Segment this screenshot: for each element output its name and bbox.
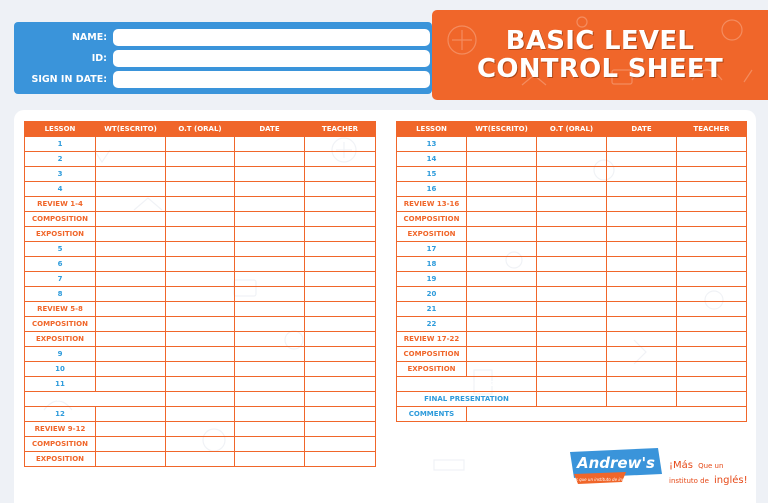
wt-cell[interactable] xyxy=(467,197,537,212)
date-cell[interactable] xyxy=(607,242,677,257)
wt-cell[interactable] xyxy=(96,272,166,287)
teacher-cell[interactable] xyxy=(305,242,376,257)
date-cell[interactable] xyxy=(607,152,677,167)
ot-cell[interactable] xyxy=(166,377,235,392)
teacher-cell[interactable] xyxy=(677,377,747,392)
teacher-cell[interactable] xyxy=(305,287,376,302)
column-header-lesson: LESSON xyxy=(25,122,96,137)
date-cell[interactable] xyxy=(607,182,677,197)
lesson-cell: 15 xyxy=(397,167,467,182)
wt-cell[interactable] xyxy=(467,302,537,317)
wt-cell[interactable] xyxy=(96,167,166,182)
table-row xyxy=(25,362,376,377)
teacher-cell[interactable] xyxy=(677,257,747,272)
table-row xyxy=(25,377,376,392)
lesson-cell: 10 xyxy=(25,362,96,377)
lesson-cell: EXPOSITION xyxy=(25,227,96,242)
ot-cell[interactable] xyxy=(537,197,607,212)
date-cell[interactable] xyxy=(607,197,677,212)
date-cell[interactable] xyxy=(235,392,305,407)
wt-cell[interactable] xyxy=(96,302,166,317)
table-row xyxy=(25,332,376,347)
teacher-cell[interactable] xyxy=(305,422,376,437)
id-label: ID: xyxy=(91,52,107,64)
table-row xyxy=(397,137,747,152)
wt-cell[interactable] xyxy=(96,182,166,197)
wt-cell[interactable] xyxy=(96,197,166,212)
lesson-cell: 18 xyxy=(397,257,467,272)
date-cell[interactable] xyxy=(607,302,677,317)
wt-cell[interactable] xyxy=(467,152,537,167)
logo-brand-text: Andrew's xyxy=(577,454,655,472)
lesson-cell: COMPOSITION xyxy=(25,437,96,452)
ot-cell[interactable] xyxy=(166,257,235,272)
ot-cell[interactable] xyxy=(166,242,235,257)
ot-cell[interactable] xyxy=(166,287,235,302)
table-row xyxy=(25,272,376,287)
date-cell[interactable] xyxy=(235,242,305,257)
wt-cell[interactable] xyxy=(467,272,537,287)
column-header-date: DATE xyxy=(235,122,305,137)
lessons-table-left xyxy=(24,121,376,467)
id-row xyxy=(14,49,430,67)
teacher-cell[interactable] xyxy=(677,302,747,317)
date-cell[interactable] xyxy=(235,347,305,362)
teacher-cell[interactable] xyxy=(677,242,747,257)
andrews-logo xyxy=(566,446,666,486)
table-row xyxy=(397,227,747,242)
teacher-cell[interactable] xyxy=(305,227,376,242)
date-cell[interactable] xyxy=(607,362,677,377)
column-header-date: DATE xyxy=(607,122,677,137)
table-row xyxy=(25,152,376,167)
ot-cell[interactable] xyxy=(166,272,235,287)
table-row xyxy=(397,272,747,287)
date-cell[interactable] xyxy=(607,227,677,242)
lesson-cell: 3 xyxy=(25,167,96,182)
date-cell[interactable] xyxy=(607,317,677,332)
table-row xyxy=(25,197,376,212)
student-info-panel xyxy=(14,22,432,94)
table-row xyxy=(397,212,747,227)
ot-cell[interactable] xyxy=(537,272,607,287)
date-cell[interactable] xyxy=(607,272,677,287)
column-header-teacher: TEACHER xyxy=(677,122,747,137)
wt-cell[interactable] xyxy=(467,362,537,377)
date-cell[interactable] xyxy=(235,317,305,332)
lesson-cell: 5 xyxy=(25,242,96,257)
table-row xyxy=(397,392,747,407)
date-cell[interactable] xyxy=(607,377,677,392)
date-cell[interactable] xyxy=(235,257,305,272)
ot-cell[interactable] xyxy=(537,257,607,272)
column-header-lesson: LESSON xyxy=(397,122,467,137)
table-row xyxy=(25,347,376,362)
teacher-cell[interactable] xyxy=(305,272,376,287)
lesson-cell: 14 xyxy=(397,152,467,167)
slogan-line-1b: Que un xyxy=(698,462,724,470)
table-row xyxy=(397,302,747,317)
teacher-cell[interactable] xyxy=(305,302,376,317)
wt-cell[interactable] xyxy=(467,227,537,242)
column-header-ot: O.T (ORAL) xyxy=(537,122,607,137)
table-row xyxy=(25,137,376,152)
teacher-cell[interactable] xyxy=(305,362,376,377)
logo-motto-text: ¡Más que un instituto de inglés! xyxy=(568,477,632,482)
table-row xyxy=(397,407,747,422)
lesson-cell: REVIEW 17-22 xyxy=(397,332,467,347)
ot-cell[interactable] xyxy=(537,377,607,392)
wt-cell[interactable] xyxy=(96,407,166,422)
ot-cell[interactable] xyxy=(166,212,235,227)
table-row xyxy=(397,152,747,167)
wt-cell[interactable] xyxy=(467,317,537,332)
lesson-cell: EXPOSITION xyxy=(397,227,467,242)
wt-cell[interactable] xyxy=(96,452,166,467)
wt-cell[interactable] xyxy=(96,362,166,377)
table-row xyxy=(25,287,376,302)
teacher-cell[interactable] xyxy=(305,347,376,362)
teacher-cell[interactable] xyxy=(305,377,376,392)
table-row xyxy=(25,317,376,332)
lesson-cell: 11 xyxy=(25,377,96,392)
lesson-cell: EXPOSITION xyxy=(25,332,96,347)
title-banner xyxy=(432,10,768,100)
lesson-cell: COMMENTS xyxy=(397,407,467,422)
lesson-cell: REVIEW 5-8 xyxy=(25,302,96,317)
ot-cell[interactable] xyxy=(166,347,235,362)
teacher-cell[interactable] xyxy=(677,287,747,302)
ot-cell[interactable] xyxy=(166,392,235,407)
teacher-cell[interactable] xyxy=(677,167,747,182)
teacher-cell[interactable] xyxy=(677,197,747,212)
wt-cell[interactable] xyxy=(96,377,166,392)
lesson-cell: COMPOSITION xyxy=(25,317,96,332)
table-row xyxy=(397,182,747,197)
table-row xyxy=(397,242,747,257)
ot-cell[interactable] xyxy=(537,287,607,302)
ot-cell[interactable] xyxy=(166,422,235,437)
teacher-cell[interactable] xyxy=(305,407,376,422)
lesson-cell: REVIEW 13-16 xyxy=(397,197,467,212)
table-row xyxy=(25,242,376,257)
wt-cell[interactable] xyxy=(96,317,166,332)
teacher-cell[interactable] xyxy=(305,212,376,227)
lesson-cell: 1 xyxy=(25,137,96,152)
date-cell[interactable] xyxy=(235,167,305,182)
date-cell[interactable] xyxy=(607,287,677,302)
wt-cell[interactable] xyxy=(467,182,537,197)
teacher-cell[interactable] xyxy=(305,257,376,272)
column-header-teacher: TEACHER xyxy=(305,122,376,137)
lesson-cell: REVIEW BASIC (12-22) xyxy=(397,377,537,392)
ot-cell[interactable] xyxy=(537,362,607,377)
lessons-table-right xyxy=(396,121,747,422)
teacher-cell[interactable] xyxy=(677,137,747,152)
date-cell[interactable] xyxy=(235,182,305,197)
wt-cell[interactable] xyxy=(96,347,166,362)
date-cell[interactable] xyxy=(235,422,305,437)
comments-cell[interactable] xyxy=(467,407,747,422)
wt-cell[interactable] xyxy=(96,257,166,272)
table-row xyxy=(25,227,376,242)
wt-cell[interactable] xyxy=(467,287,537,302)
teacher-cell[interactable] xyxy=(677,212,747,227)
lesson-cell: 13 xyxy=(397,137,467,152)
table-row xyxy=(25,452,376,467)
ot-cell[interactable] xyxy=(537,317,607,332)
teacher-cell[interactable] xyxy=(677,317,747,332)
lesson-cell: EXPOSITION xyxy=(25,452,96,467)
lesson-cell: FINAL PRESENTATION xyxy=(397,392,537,407)
wt-cell[interactable] xyxy=(96,242,166,257)
lesson-cell: EXPOSITION xyxy=(397,362,467,377)
teacher-cell[interactable] xyxy=(677,272,747,287)
slogan-line-2b: inglés! xyxy=(714,475,748,486)
lesson-cell: COMPOSITION xyxy=(25,212,96,227)
date-cell[interactable] xyxy=(235,452,305,467)
date-cell[interactable] xyxy=(607,392,677,407)
table-row xyxy=(397,257,747,272)
ot-cell[interactable] xyxy=(166,137,235,152)
column-header-wt: WT(ESCRITO) xyxy=(467,122,537,137)
teacher-cell[interactable] xyxy=(677,332,747,347)
ot-cell[interactable] xyxy=(537,167,607,182)
ot-cell[interactable] xyxy=(166,317,235,332)
ot-cell[interactable] xyxy=(537,182,607,197)
ot-cell[interactable] xyxy=(166,332,235,347)
table-row xyxy=(397,347,747,362)
teacher-cell[interactable] xyxy=(677,392,747,407)
lesson-cell: 8 xyxy=(25,287,96,302)
lesson-cell: 20 xyxy=(397,287,467,302)
table-row xyxy=(25,167,376,182)
date-cell[interactable] xyxy=(235,362,305,377)
ot-cell[interactable] xyxy=(166,407,235,422)
date-cell[interactable] xyxy=(607,212,677,227)
table-row xyxy=(25,182,376,197)
ot-cell[interactable] xyxy=(537,302,607,317)
teacher-cell[interactable] xyxy=(305,182,376,197)
lesson-cell: COMPOSITION xyxy=(397,347,467,362)
slogan-line-2: instituto de xyxy=(669,477,709,485)
table-row xyxy=(397,197,747,212)
ot-cell[interactable] xyxy=(537,332,607,347)
ot-cell[interactable] xyxy=(537,152,607,167)
teacher-cell[interactable] xyxy=(677,227,747,242)
teacher-cell[interactable] xyxy=(305,317,376,332)
date-cell[interactable] xyxy=(607,257,677,272)
table-row xyxy=(25,437,376,452)
lesson-cell: 7 xyxy=(25,272,96,287)
teacher-cell[interactable] xyxy=(305,152,376,167)
date-cell[interactable] xyxy=(607,332,677,347)
wt-cell[interactable] xyxy=(467,332,537,347)
lesson-cell: 6 xyxy=(25,257,96,272)
wt-cell[interactable] xyxy=(467,137,537,152)
lesson-cell: 17 xyxy=(397,242,467,257)
date-cell[interactable] xyxy=(607,347,677,362)
ot-cell[interactable] xyxy=(537,392,607,407)
teacher-cell[interactable] xyxy=(677,362,747,377)
wt-cell[interactable] xyxy=(96,437,166,452)
ot-cell[interactable] xyxy=(537,227,607,242)
id-field[interactable] xyxy=(113,50,430,67)
ot-cell[interactable] xyxy=(537,242,607,257)
date-cell[interactable] xyxy=(235,407,305,422)
wt-cell[interactable] xyxy=(96,332,166,347)
wt-cell[interactable] xyxy=(467,212,537,227)
ot-cell[interactable] xyxy=(537,137,607,152)
ot-cell[interactable] xyxy=(166,452,235,467)
table-row xyxy=(397,362,747,377)
table-row xyxy=(397,167,747,182)
name-field[interactable] xyxy=(113,29,430,46)
ot-cell[interactable] xyxy=(166,182,235,197)
teacher-cell[interactable] xyxy=(305,197,376,212)
teacher-cell[interactable] xyxy=(305,392,376,407)
date-cell[interactable] xyxy=(235,152,305,167)
wt-cell[interactable] xyxy=(467,167,537,182)
lesson-cell: 19 xyxy=(397,272,467,287)
table-row xyxy=(397,377,747,392)
column-header-ot: O.T (ORAL) xyxy=(166,122,235,137)
teacher-cell[interactable] xyxy=(305,452,376,467)
wt-cell[interactable] xyxy=(96,227,166,242)
lesson-cell: REVIEW BASIC (1-11) xyxy=(25,392,166,407)
wt-cell[interactable] xyxy=(467,347,537,362)
ot-cell[interactable] xyxy=(166,227,235,242)
wt-cell[interactable] xyxy=(467,257,537,272)
table-header-row xyxy=(397,122,747,137)
lesson-cell: 9 xyxy=(25,347,96,362)
ot-cell[interactable] xyxy=(166,437,235,452)
ot-cell[interactable] xyxy=(537,212,607,227)
ot-cell[interactable] xyxy=(166,362,235,377)
lesson-cell: 16 xyxy=(397,182,467,197)
date-cell[interactable] xyxy=(235,197,305,212)
date-cell[interactable] xyxy=(235,302,305,317)
table-row xyxy=(25,422,376,437)
date-cell[interactable] xyxy=(607,137,677,152)
lesson-cell: 22 xyxy=(397,317,467,332)
table-row xyxy=(25,392,376,407)
table-row xyxy=(25,257,376,272)
table-row xyxy=(25,407,376,422)
teacher-cell[interactable] xyxy=(305,437,376,452)
wt-cell[interactable] xyxy=(96,152,166,167)
slogan xyxy=(669,457,748,487)
table-row xyxy=(25,302,376,317)
title-line-2: CONTROL SHEET xyxy=(476,54,724,84)
date-cell[interactable] xyxy=(607,167,677,182)
table-row xyxy=(397,332,747,347)
date-cell[interactable] xyxy=(235,287,305,302)
teacher-cell[interactable] xyxy=(305,137,376,152)
date-cell[interactable] xyxy=(235,437,305,452)
teacher-cell[interactable] xyxy=(305,332,376,347)
wt-cell[interactable] xyxy=(96,137,166,152)
lesson-cell: 21 xyxy=(397,302,467,317)
wt-cell[interactable] xyxy=(96,287,166,302)
teacher-cell[interactable] xyxy=(677,347,747,362)
lesson-cell: 12 xyxy=(25,407,96,422)
title-line-1: BASIC LEVEL xyxy=(505,26,695,56)
teacher-cell[interactable] xyxy=(305,167,376,182)
sign-in-date-label: SIGN IN DATE: xyxy=(31,73,107,85)
teacher-cell[interactable] xyxy=(677,182,747,197)
lesson-cell: REVIEW 1-4 xyxy=(25,197,96,212)
teacher-cell[interactable] xyxy=(677,152,747,167)
lesson-cell: 4 xyxy=(25,182,96,197)
date-cell[interactable] xyxy=(235,272,305,287)
column-header-wt: WT(ESCRITO) xyxy=(96,122,166,137)
lesson-cell: 2 xyxy=(25,152,96,167)
ot-cell[interactable] xyxy=(537,347,607,362)
date-cell[interactable] xyxy=(235,212,305,227)
date-cell[interactable] xyxy=(235,332,305,347)
date-cell[interactable] xyxy=(235,377,305,392)
sign-in-date-row xyxy=(14,70,430,88)
ot-cell[interactable] xyxy=(166,167,235,182)
ot-cell[interactable] xyxy=(166,152,235,167)
date-cell[interactable] xyxy=(235,227,305,242)
ot-cell[interactable] xyxy=(166,197,235,212)
table-row xyxy=(397,317,747,332)
slogan-line-1: ¡Más xyxy=(669,460,693,471)
lesson-cell: REVIEW 9-12 xyxy=(25,422,96,437)
wt-cell[interactable] xyxy=(96,422,166,437)
lesson-cell: COMPOSITION xyxy=(397,212,467,227)
wt-cell[interactable] xyxy=(467,242,537,257)
wt-cell[interactable] xyxy=(96,212,166,227)
ot-cell[interactable] xyxy=(166,302,235,317)
date-cell[interactable] xyxy=(235,137,305,152)
name-label: NAME: xyxy=(71,31,107,43)
sign-in-date-field[interactable] xyxy=(113,71,430,88)
table-row xyxy=(397,287,747,302)
name-row xyxy=(14,28,430,46)
table-row xyxy=(25,212,376,227)
table-header-row xyxy=(25,122,376,137)
